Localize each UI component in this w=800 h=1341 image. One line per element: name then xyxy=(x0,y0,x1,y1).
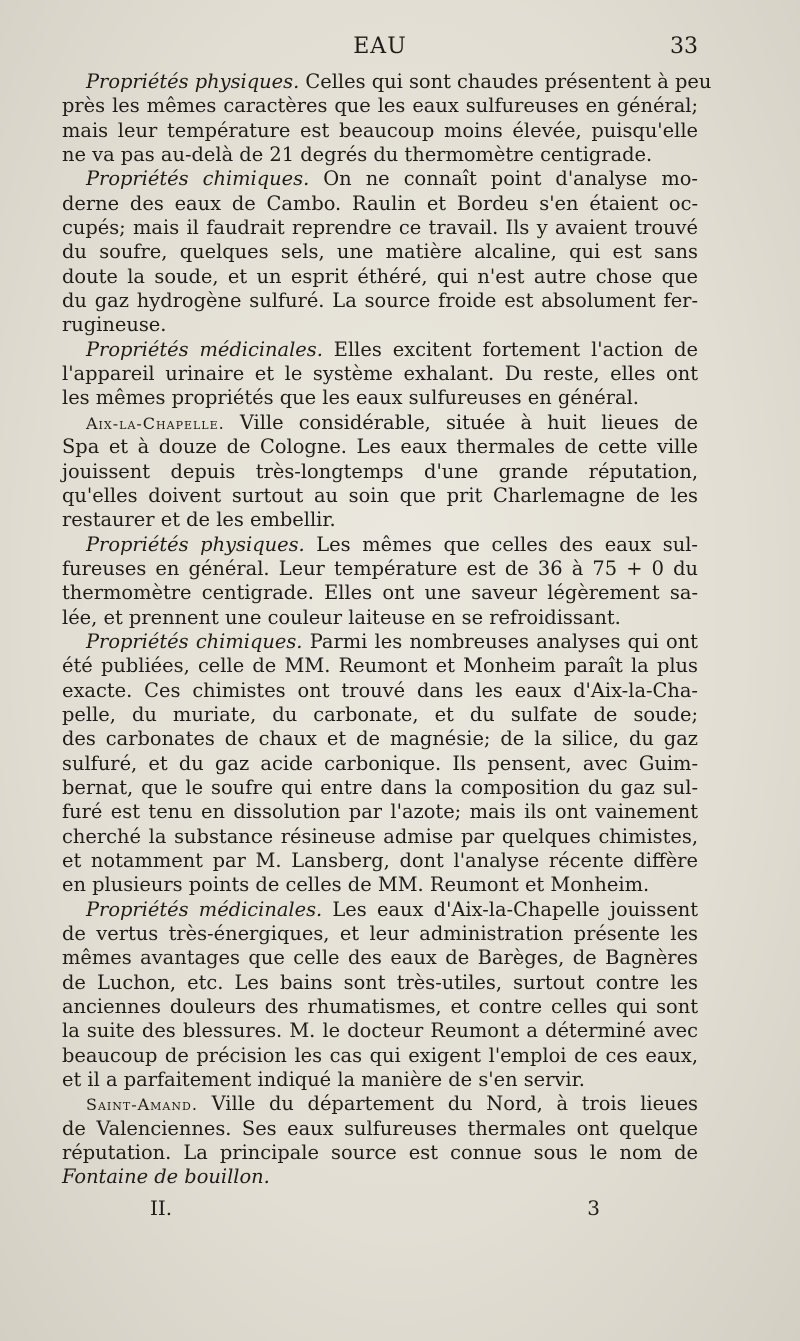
line-text: jouissent depuis très-longtemps d'une grande réputation, xyxy=(62,459,698,483)
line-text: bernat, que le soufre qui entre dans la composition du gaz sul- xyxy=(62,775,698,799)
text-line xyxy=(62,849,698,873)
text-line xyxy=(62,313,698,337)
line-text: beaucoup de précision les cas qui exigent l'emploi de ces eaux, xyxy=(62,1043,698,1067)
italic-heading: Propriétés chimiques. xyxy=(86,629,303,653)
text-line xyxy=(62,216,698,240)
text-line xyxy=(62,70,712,94)
text-line xyxy=(62,971,698,995)
line-text: On ne connaît point d'analyse mo- xyxy=(309,167,698,191)
text-line xyxy=(62,606,698,630)
text-line xyxy=(62,703,698,727)
line-text: pelle, du muriate, du carbonate, et du sulfate de soude; xyxy=(62,702,698,726)
text-line xyxy=(62,1068,698,1092)
text-line xyxy=(62,825,698,849)
line-text: qu'elles doivent surtout au soin que prit Charlemagne de les xyxy=(62,483,698,507)
text-line xyxy=(62,460,698,484)
italic-heading: Propriétés physiques. xyxy=(86,532,305,556)
text-line xyxy=(62,898,698,922)
text-line xyxy=(62,143,698,167)
line-text: Les eaux d'Aix-la-Chapelle jouissent xyxy=(322,897,698,921)
text-line xyxy=(62,557,698,581)
line-text: la suite des blessures. M. le docteur Reumont a déterminé avec xyxy=(62,1019,698,1043)
text-line xyxy=(62,776,698,800)
text-line xyxy=(62,679,698,703)
page-header xyxy=(62,34,698,68)
line-text: été publiées, celle de MM. Reumont et Monheim paraît la plus xyxy=(62,654,698,678)
line-text: réputation. La principale source est connue sous le nom de xyxy=(62,1141,698,1165)
line-text: mais leur température est beaucoup moins élevée, puisqu'elle xyxy=(62,118,698,142)
text-line xyxy=(62,1117,698,1141)
text-line xyxy=(62,411,698,435)
text-line xyxy=(62,1092,698,1116)
text-line xyxy=(62,386,698,410)
sheet-number: 3 xyxy=(587,1196,600,1220)
text-line xyxy=(62,995,698,1019)
line-text: Spa et à douze de Cologne. Les eaux thermales de cette ville xyxy=(62,435,698,459)
line-text: derne des eaux de Cambo. Raulin et Bordeu s'en étaient oc- xyxy=(62,191,698,215)
line-text: exacte. Ces chimistes ont trouvé dans les eaux d'Aix-la-Cha- xyxy=(62,678,698,702)
place-name: Aix-la-Chapelle. xyxy=(86,413,225,433)
page-footer xyxy=(150,1196,600,1226)
line-text: lée, et prennent une couleur laiteuse en se refroidissant. xyxy=(62,605,621,629)
page-body xyxy=(62,70,712,1190)
text-line xyxy=(62,435,698,459)
line-text: de vertus très-énergiques, et leur administration présente les xyxy=(62,922,698,946)
text-line xyxy=(62,727,698,751)
text-line xyxy=(62,192,698,216)
text-line xyxy=(62,265,698,289)
line-text: Les mêmes que celles des eaux sul- xyxy=(304,532,698,556)
text-line xyxy=(62,533,698,557)
text-line xyxy=(62,752,698,776)
line-text: du gaz hydrogène sulfuré. La source froide est absolument fer- xyxy=(62,289,698,313)
line-text: sulfuré, et du gaz acide carbonique. Ils pensent, avec Guim- xyxy=(62,751,698,775)
text-line xyxy=(62,338,698,362)
signature-mark: II. xyxy=(150,1196,173,1220)
text-line xyxy=(62,240,698,264)
text-line xyxy=(62,946,698,970)
line-text: Celles qui sont chaudes présentent à peu xyxy=(299,70,712,93)
place-name: Saint-Amand. xyxy=(86,1095,198,1115)
text-line xyxy=(62,630,698,654)
text-line xyxy=(62,484,698,508)
text-line xyxy=(62,873,698,897)
line-text: Elles excitent fortement l'action de xyxy=(322,337,698,361)
text-line xyxy=(62,922,698,946)
line-text: du soufre, quelques sels, une matière alcaline, qui est sans xyxy=(62,240,698,264)
text-line xyxy=(62,289,698,313)
line-text: cupés; mais il faudrait reprendre ce travail. Ils y avaient trouvé xyxy=(62,216,698,240)
text-line xyxy=(62,1141,698,1165)
line-text: Parmi les nombreuses analyses qui ont xyxy=(302,629,698,653)
line-text: restaurer et de les embellir. xyxy=(62,508,336,532)
line-text: l'appareil urinaire et le système exhalant. Du reste, elles ont xyxy=(62,362,698,386)
line-text: Ville du département du Nord, à trois lieues xyxy=(197,1092,698,1116)
italic-heading: Propriétés médicinales. xyxy=(86,897,323,921)
text-line xyxy=(62,800,698,824)
line-text: les mêmes propriétés que les eaux sulfureuses en général. xyxy=(62,386,639,410)
page-number: 33 xyxy=(670,34,698,59)
line-text: mêmes avantages que celle des eaux de Barèges, de Bagnères xyxy=(62,946,698,970)
text-line xyxy=(62,119,698,143)
text-line xyxy=(62,362,698,386)
text-line xyxy=(62,167,698,191)
line-text: en plusieurs points de celles de MM. Reumont et Monheim. xyxy=(62,873,650,897)
line-text: thermomètre centigrade. Elles ont une saveur légèrement sa- xyxy=(62,581,698,605)
text-line xyxy=(62,581,698,605)
line-text: anciennes douleurs des rhumatismes, et contre celles qui sont xyxy=(62,995,698,1019)
line-text: de Luchon, etc. Les bains sont très-utiles, surtout contre les xyxy=(62,970,698,994)
line-text: cherché la substance résineuse admise par quelques chimistes, xyxy=(62,824,698,848)
line-text: fureuses en général. Leur température est de 36 à 75 + 0 du xyxy=(62,556,698,580)
text-line xyxy=(62,1165,698,1189)
text-line xyxy=(62,1044,698,1068)
line-text: et notamment par M. Lansberg, dont l'analyse récente diffère xyxy=(62,849,698,872)
text-line xyxy=(62,1019,698,1043)
line-text: près les mêmes caractères que les eaux sulfureuses en général; xyxy=(62,94,698,118)
italic-heading: Propriétés chimiques. xyxy=(86,167,310,191)
italic-heading: Propriétés médicinales. xyxy=(86,337,323,361)
line-text: ne va pas au-delà de 21 degrés du thermomètre centigrade. xyxy=(62,143,653,167)
line-text: de Valenciennes. Ses eaux sulfureuses thermales ont quelque xyxy=(62,1116,698,1140)
line-text: doute la soude, et un esprit éthéré, qui n'est autre chose que xyxy=(62,264,698,288)
line-text: rugineuse. xyxy=(62,313,167,337)
text-line xyxy=(62,94,698,118)
italic-heading: Propriétés physiques. xyxy=(86,70,300,93)
line-text: Ville considérable, située à huit lieues de xyxy=(224,410,698,434)
line-text: furé est tenu en dissolution par l'azote; mais ils ont vainement xyxy=(62,800,698,824)
running-head: EAU xyxy=(353,34,407,59)
text-line xyxy=(62,654,698,678)
text-line xyxy=(62,508,698,532)
italic-heading: Fontaine de bouillon. xyxy=(62,1165,270,1189)
line-text: et il a parfaitement indiqué la manière de s'en servir. xyxy=(62,1068,585,1092)
line-text: des carbonates de chaux et de magnésie; de la silice, du gaz xyxy=(62,727,698,751)
